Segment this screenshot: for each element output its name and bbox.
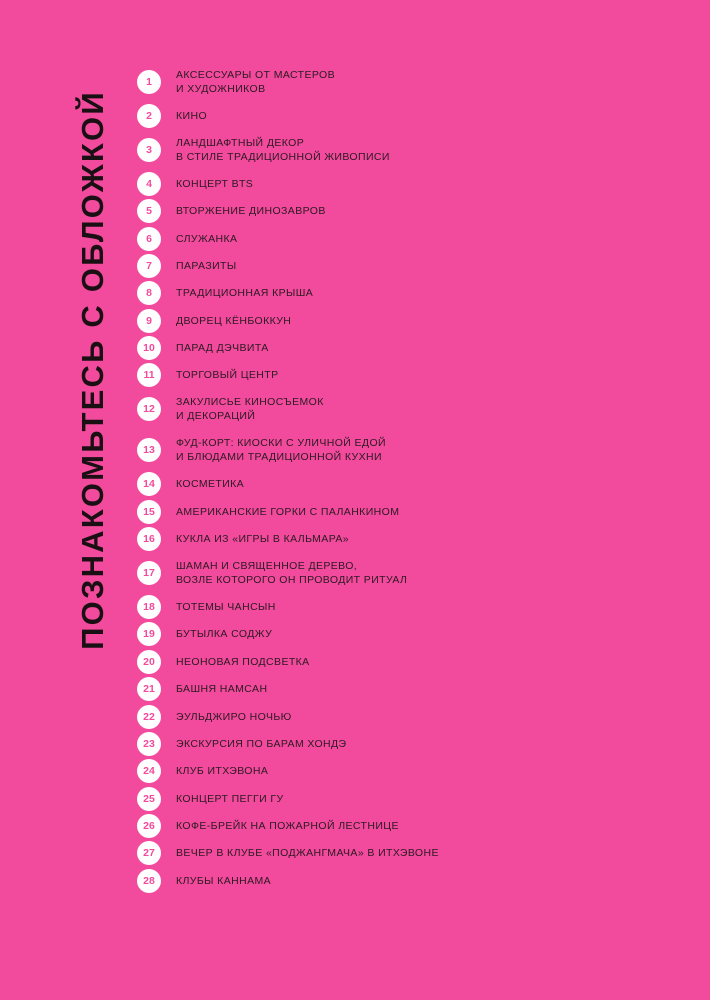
list-item bbox=[137, 199, 326, 223]
item-number-badge: 9 bbox=[137, 309, 161, 333]
item-label: СЛУЖАНКА bbox=[176, 233, 238, 245]
list-item bbox=[137, 732, 346, 756]
item-number-badge: 21 bbox=[137, 677, 161, 701]
list-item bbox=[137, 705, 292, 729]
item-label: ЭКСКУРСИЯ ПО БАРАМ ХОНДЭ bbox=[176, 738, 347, 750]
list-item bbox=[137, 309, 291, 333]
item-number-badge: 2 bbox=[137, 104, 161, 128]
list-item bbox=[137, 395, 324, 423]
item-label: ПАРАД ДЭЧВИТА bbox=[176, 342, 269, 354]
list-item bbox=[137, 172, 253, 196]
item-number-badge: 28 bbox=[137, 869, 161, 893]
item-label: КЛУБ ИТХЭВОНА bbox=[176, 765, 269, 777]
list-item bbox=[137, 559, 407, 587]
item-label: КОНЦЕРТ BTS bbox=[176, 178, 254, 190]
item-number-badge: 12 bbox=[137, 397, 161, 421]
item-number-badge: 18 bbox=[137, 595, 161, 619]
list-item bbox=[137, 677, 267, 701]
item-number-badge: 15 bbox=[137, 500, 161, 524]
item-number-badge: 24 bbox=[137, 759, 161, 783]
item-label: ФУД-КОРТ: КИОСКИ С УЛИЧНОЙ ЕДОЙ И БЛЮДАМИ ТРАДИЦИОННОЙ КУХНИ bbox=[176, 437, 386, 463]
item-number-badge: 7 bbox=[137, 254, 161, 278]
list-item bbox=[137, 363, 279, 387]
list-item bbox=[137, 869, 271, 893]
item-number-badge: 27 bbox=[137, 841, 161, 865]
item-label: ВЕЧЕР В КЛУБЕ «ПОДЖАНГМАЧА» В ИТХЭВОНЕ bbox=[176, 847, 439, 859]
item-number-badge: 20 bbox=[137, 650, 161, 674]
page-title: ПОЗНАКОМЬТЕСЬ С ОБЛОЖКОЙ bbox=[75, 90, 111, 650]
item-label: КОНЦЕРТ ПЕГГИ ГУ bbox=[176, 793, 284, 805]
item-label: НЕОНОВАЯ ПОДСВЕТКА bbox=[176, 656, 310, 668]
list-item bbox=[137, 650, 310, 674]
item-number-badge: 8 bbox=[137, 281, 161, 305]
item-label: КОСМЕТИКА bbox=[176, 478, 245, 490]
item-number-badge: 13 bbox=[137, 438, 161, 462]
item-number-badge: 3 bbox=[137, 138, 161, 162]
item-label: ВТОРЖЕНИЕ ДИНОЗАВРОВ bbox=[176, 205, 326, 217]
list-item bbox=[137, 500, 399, 524]
item-number-badge: 4 bbox=[137, 172, 161, 196]
list-item bbox=[137, 227, 237, 251]
list-item bbox=[137, 136, 390, 164]
item-label: ШАМАН И СВЯЩЕННОЕ ДЕРЕВО, ВОЗЛЕ КОТОРОГО ОН ПРОВОДИТ РИТУАЛ bbox=[176, 560, 408, 586]
item-number-badge: 6 bbox=[137, 227, 161, 251]
list-item bbox=[137, 814, 399, 838]
list-item bbox=[137, 759, 268, 783]
item-number-badge: 26 bbox=[137, 814, 161, 838]
item-number-badge: 14 bbox=[137, 472, 161, 496]
item-number-badge: 23 bbox=[137, 732, 161, 756]
item-number-badge: 25 bbox=[137, 787, 161, 811]
list-item bbox=[137, 68, 335, 96]
item-label: ТОРГОВЫЙ ЦЕНТР bbox=[176, 369, 279, 381]
item-number-badge: 17 bbox=[137, 561, 161, 585]
list-item bbox=[137, 841, 439, 865]
item-label: БУТЫЛКА СОДЖУ bbox=[176, 628, 273, 640]
list-item bbox=[137, 595, 276, 619]
list-item bbox=[137, 336, 269, 360]
item-label: ТРАДИЦИОННАЯ КРЫША bbox=[176, 287, 314, 299]
item-label: АКСЕССУАРЫ ОТ МАСТЕРОВ И ХУДОЖНИКОВ bbox=[176, 69, 336, 95]
list-item bbox=[137, 436, 386, 464]
item-label: КИНО bbox=[176, 110, 208, 122]
item-number-badge: 5 bbox=[137, 199, 161, 223]
item-number-badge: 19 bbox=[137, 622, 161, 646]
item-label: КОФЕ-БРЕЙК НА ПОЖАРНОЙ ЛЕСТНИЦЕ bbox=[176, 820, 399, 832]
list-item bbox=[137, 527, 349, 551]
list-item bbox=[137, 787, 284, 811]
list-item bbox=[137, 472, 244, 496]
item-number-badge: 11 bbox=[137, 363, 161, 387]
list-item bbox=[137, 104, 207, 128]
item-label: ЗАКУЛИСЬЕ КИНОСЪЕМОК И ДЕКОРАЦИЙ bbox=[176, 396, 324, 422]
item-number-badge: 10 bbox=[137, 336, 161, 360]
item-label: БАШНЯ НАМСАН bbox=[176, 683, 268, 695]
item-label: ПАРАЗИТЫ bbox=[176, 260, 237, 272]
list-item bbox=[137, 622, 272, 646]
list-item bbox=[137, 254, 237, 278]
item-label: АМЕРИКАНСКИЕ ГОРКИ С ПАЛАНКИНОМ bbox=[176, 506, 400, 518]
item-number-badge: 16 bbox=[137, 527, 161, 551]
item-label: ДВОРЕЦ КЁНБОККУН bbox=[176, 315, 292, 327]
item-label: ЭУЛЬДЖИРО НОЧЬЮ bbox=[176, 711, 292, 723]
item-label: КУКЛА ИЗ «ИГРЫ В КАЛЬМАРА» bbox=[176, 533, 350, 545]
item-number-badge: 1 bbox=[137, 70, 161, 94]
item-number-badge: 22 bbox=[137, 705, 161, 729]
item-label: КЛУБЫ КАННАМА bbox=[176, 875, 272, 887]
item-label: ТОТЕМЫ ЧАНСЫН bbox=[176, 601, 276, 613]
list-item bbox=[137, 281, 313, 305]
item-label: ЛАНДШАФТНЫЙ ДЕКОР В СТИЛЕ ТРАДИЦИОННОЙ ЖИВОПИСИ bbox=[176, 137, 390, 163]
